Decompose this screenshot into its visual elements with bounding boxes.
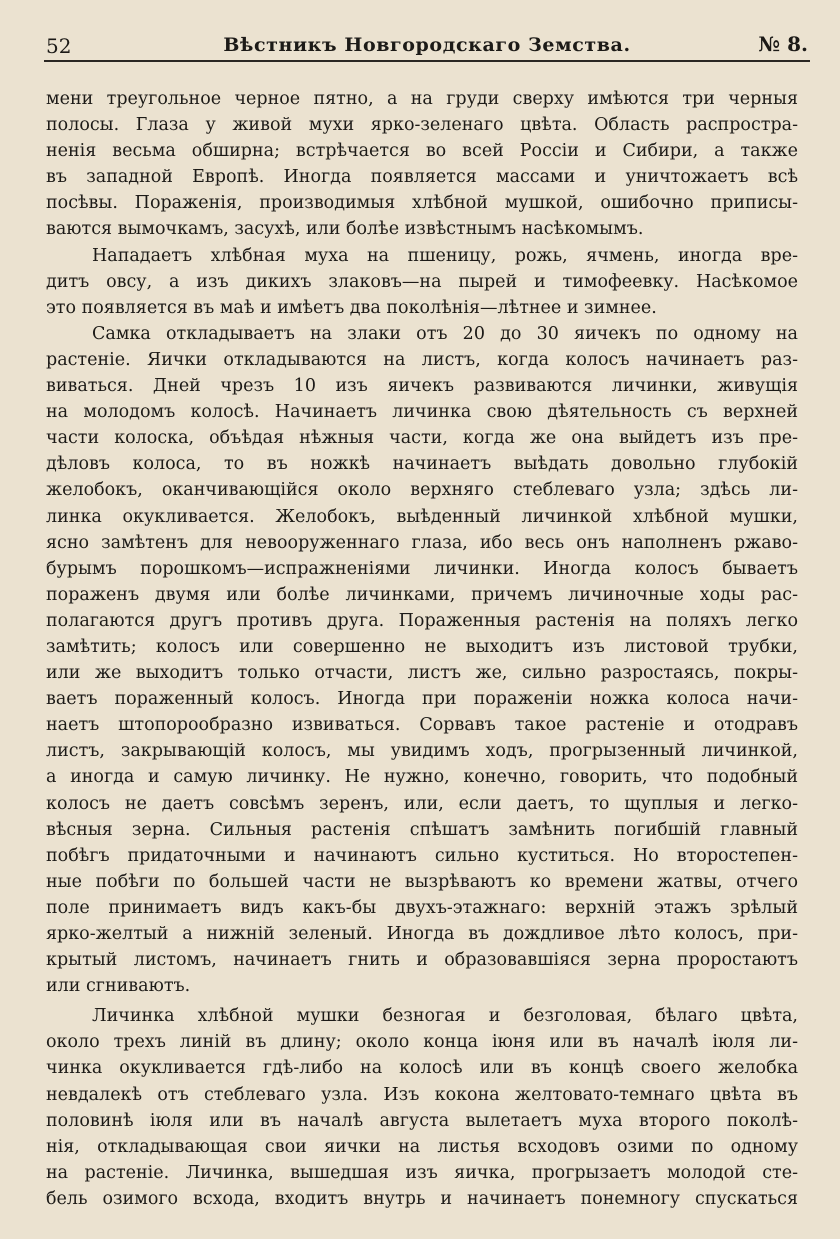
text-line: около трехъ линій въ длину; около конца іюня или въ началѣ іюля ли- bbox=[46, 1032, 798, 1053]
text-line: ненія весьма обширна; встрѣчается во всей Россіи и Сибири, а также bbox=[46, 141, 798, 162]
text-line: полагаются другъ противъ друга. Пораженныя растенія на поляхъ легко bbox=[46, 610, 798, 631]
text-line: бурымъ порошкомъ—испражненіями личинки. Иногда колосъ бываетъ bbox=[46, 558, 798, 579]
text-line: поле принимаетъ видъ какъ-бы двухъ-этажнаго: верхній этажъ зрѣлый bbox=[46, 897, 798, 918]
text-line: части колоска, объѣдая нѣжныя части, когда же она выйдетъ изъ пре- bbox=[46, 428, 798, 449]
text-line: ярко-желтый а нижній зеленый. Иногда въ дождливое лѣто колосъ, при- bbox=[46, 924, 798, 944]
text-line: или сгниваютъ. bbox=[46, 976, 191, 997]
paragraph-first-line: Личинка хлѣбной мушки безногая и безголовая, бѣлаго цвѣта, bbox=[92, 1006, 798, 1027]
text-line: дитъ овсу, а изъ дикихъ злаковъ—на пырей и тимофеевку. Насѣкомое bbox=[46, 271, 798, 292]
text-line: чинка окукливается гдѣ-либо на колосѣ или въ концѣ своего желобка bbox=[46, 1058, 798, 1079]
text-line: растеніе. Яички откладываются на листъ, когда колосъ начинаетъ раз- bbox=[46, 349, 798, 370]
text-line: виваться. Дней чрезъ 10 изъ яичекъ развиваются личинки, живущія bbox=[46, 376, 798, 397]
text-line: мени треугольное черное пятно, а на груди сверху имѣются три черныя bbox=[46, 89, 798, 109]
text-line: полосы. Глаза у живой мухи ярко-зеленаго цвѣта. Область распростра- bbox=[46, 115, 798, 136]
paragraph-first-line: Самка откладываетъ на злаки отъ 20 до 30 яичекъ по одному на bbox=[92, 323, 798, 344]
text-line: крытый листомъ, начинаетъ гнить и образовавшіяся зерна проростаютъ bbox=[46, 950, 798, 971]
text-line: ные побѣги по большей части не вызрѣваютъ ко времени жатвы, отчего bbox=[46, 871, 798, 892]
text-line: замѣтить; колосъ или совершенно не выходитъ изъ листовой трубки, bbox=[46, 636, 798, 657]
text-line: на растеніе. Личинка, вышедшая изъ яичка, прогрызаетъ молодой сте- bbox=[46, 1162, 798, 1183]
text-line: ясно замѣтенъ для невооруженнаго глаза, ибо весь онъ наполненъ ржаво- bbox=[46, 532, 798, 553]
text-line: колосъ не даетъ совсѣмъ зеренъ, или, если даетъ, то щуплыя и легко- bbox=[46, 793, 798, 814]
text-line: желобокъ, оканчивающійся около верхняго стеблеваго узла; здѣсь ли- bbox=[46, 480, 798, 501]
text-line: наетъ штопорообразно извиваться. Сорвавъ такое растеніе и отодравъ bbox=[46, 715, 798, 736]
text-line: невдалекѣ отъ стеблеваго узла. Изъ кокона желтовато-темнаго цвѣта въ bbox=[46, 1084, 798, 1105]
text-line: ваетъ пораженный колосъ. Иногда при пораженіи ножка колоса начи- bbox=[46, 689, 798, 710]
text-line: бель озимого всхода, входитъ внутрь и начинаетъ понемногу спускаться bbox=[46, 1188, 798, 1209]
text-line: нія, откладывающая свои яички на листья всходовъ озими по одному bbox=[46, 1136, 798, 1157]
running-header bbox=[46, 30, 808, 60]
text-line: это появляется въ маѣ и имѣетъ два поколѣнія—лѣтнее и зимнее. bbox=[46, 297, 657, 318]
text-line: дѣловъ колоса, то въ ножкѣ начинаетъ выѣдать довольно глубокій bbox=[46, 454, 798, 475]
text-line: ваются вымочкамъ, засухѣ, или болѣе извѣстнымъ насѣкомымъ. bbox=[46, 219, 644, 240]
header-rule bbox=[44, 60, 810, 62]
text-line: на молодомъ колосѣ. Начинаетъ личинка свою дѣятельность съ верхней bbox=[46, 402, 798, 423]
text-line: вѣсныя зерна. Сильныя растенія спѣшатъ замѣнить погибшій главный bbox=[46, 819, 798, 840]
text-line: побѣгъ придаточными и начинаютъ сильно куститься. Но второстепен- bbox=[46, 845, 798, 866]
text-line: пораженъ двумя или болѣе личинками, причемъ личиночные ходы рас- bbox=[46, 584, 798, 605]
journal-title: Вѣстникъ Новгородскаго Земства. bbox=[223, 34, 631, 56]
text-line: листъ, закрывающій колосъ, мы увидимъ ходъ, прогрызенный личинкой, bbox=[46, 741, 798, 762]
text-line: а иногда и самую личинку. Не нужно, конечно, говорить, что подобный bbox=[46, 767, 798, 788]
text-line: посѣвы. Пораженія, производимыя хлѣбной мушкой, ошибочно приписы- bbox=[46, 193, 798, 214]
text-line: въ западной Европѣ. Иногда появляется массами и уничтожаетъ всѣ bbox=[46, 167, 798, 188]
text-line: половинѣ іюля или въ началѣ августа вылетаетъ муха второго поколѣ- bbox=[46, 1110, 798, 1131]
article-body bbox=[46, 86, 798, 1212]
paragraph-first-line: Нападаетъ хлѣбная муха на пшеницу, рожь, ячмень, иногда вре- bbox=[92, 245, 798, 266]
page-number: 52 bbox=[46, 34, 72, 58]
text-line: или же выходитъ только отчасти, листъ же, сильно разростаясь, покры- bbox=[46, 663, 798, 684]
text-line: линка окукливается. Желобокъ, выѣденный личинкой хлѣбной мушки, bbox=[46, 506, 798, 527]
issue-number: № 8. bbox=[758, 32, 808, 56]
